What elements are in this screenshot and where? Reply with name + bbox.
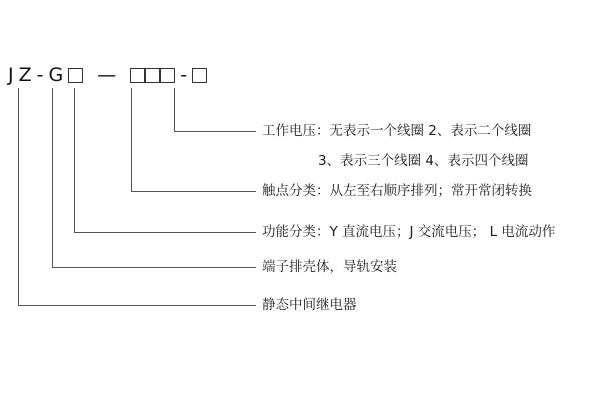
code-box-contact-1 bbox=[130, 68, 145, 83]
leader-line-contact-horizontal bbox=[131, 191, 256, 192]
leader-line-function-vertical bbox=[74, 88, 75, 233]
model-code bbox=[8, 62, 207, 88]
code-tail-dash: - bbox=[180, 63, 188, 86]
leader-line-terminal-horizontal bbox=[52, 267, 256, 268]
callout-product-name: 静态中间继电器 bbox=[262, 297, 357, 313]
leader-line-function-horizontal bbox=[74, 232, 256, 233]
leader-line-working-voltage-vertical bbox=[174, 88, 175, 132]
leader-line-contact-vertical bbox=[131, 88, 132, 192]
code-box-group-contacts bbox=[130, 68, 175, 83]
code-box-function bbox=[68, 68, 83, 83]
code-separator-dash: — bbox=[97, 63, 117, 86]
leader-line-product-vertical bbox=[18, 88, 19, 306]
code-char-g: G bbox=[48, 63, 64, 86]
leader-line-working-voltage-horizontal bbox=[174, 131, 256, 132]
callout-contact-classification: 触点分类：从左至右顺序排列；常开常闭转换 bbox=[262, 183, 532, 199]
code-box-contact-2 bbox=[145, 68, 160, 83]
callout-working-voltage-line1: 工作电压：无表示一个线圈 2、表示二个线圈 bbox=[262, 123, 532, 139]
callout-working-voltage-line2: 3、表示三个线圈 4、表示四个线圈 bbox=[318, 153, 529, 169]
leader-line-terminal-vertical bbox=[52, 88, 53, 268]
code-char-hyphen: - bbox=[36, 63, 44, 86]
callout-terminal-housing: 端子排壳体，导轨安装 bbox=[262, 259, 397, 275]
code-box-contact-3 bbox=[160, 68, 175, 83]
code-char-z: Z bbox=[18, 63, 32, 86]
code-char-j: J bbox=[8, 63, 14, 86]
leader-line-product-horizontal bbox=[18, 305, 256, 306]
code-box-voltage bbox=[192, 68, 207, 83]
callout-function-classification: 功能分类：Y 直流电压；J 交流电压； L 电流动作 bbox=[262, 224, 556, 240]
